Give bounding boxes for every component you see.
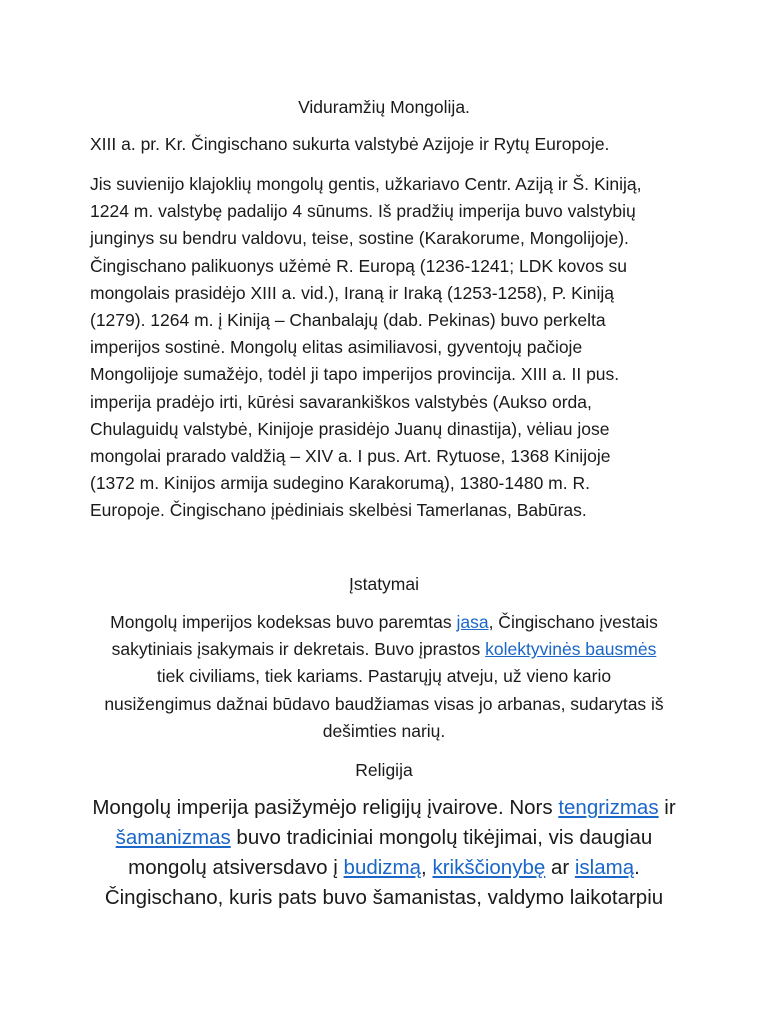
paragraph-line — [84, 609, 684, 636]
paragraph-line: Chulaguidų valstybė, Kinijoje prasidėjo Juanų dinastija), vėliau jose — [90, 418, 610, 439]
history-paragraph — [90, 171, 680, 525]
laws-paragraph — [84, 609, 684, 745]
link-kolektyvines-bausmes[interactable]: kolektyvinės bausmės — [485, 639, 657, 660]
link-islama[interactable]: islamą — [574, 856, 635, 879]
document-title: Viduramžių Mongolija. — [298, 97, 470, 117]
paragraph-line — [84, 853, 684, 883]
text-segment: mongolų atsiversdavo į — [128, 856, 344, 879]
paragraph-line: tiek civiliams, tiek kariams. Pastarųjų atveju, už vieno kario — [156, 666, 612, 687]
text-segment: , — [421, 856, 433, 879]
religion-heading: Religija — [355, 760, 413, 780]
paragraph-line: Mongolijoje sumažėjo, todėl ji tapo imperijos provincija. XIII a. II pus. — [90, 364, 620, 385]
paragraph-line: imperijos sostinė. Mongolų elitas asimiliavosi, gyventojų pačioje — [90, 337, 583, 358]
text-segment: ir — [658, 796, 676, 819]
paragraph-line: nusižengimus dažnai būdavo baudžiamas visas jo arbanas, sudarytas iš — [104, 693, 664, 714]
text-segment: . — [634, 856, 640, 879]
paragraph-line: Europoje. Čingischano įpėdiniais skelbėsi Tamerlanas, Babūras. — [90, 500, 587, 521]
paragraph-line: imperija pradėjo irti, kūrėsi savarankiškos valstybės (Aukso orda, — [90, 391, 592, 412]
text-segment: Mongolų imperijos kodeksas buvo paremtas — [110, 612, 457, 632]
paragraph-line: mongolai prarado valdžią – XIV a. I pus. Art. Rytuose, 1368 Kinijoje — [90, 446, 611, 467]
paragraph-line — [84, 636, 684, 663]
paragraph-line: Čingischano palikuonys užėmė R. Europą (1236-1241; LDK kovos su — [90, 255, 627, 276]
paragraph-line: Čingischano, kuris pats buvo šamanistas, valdymo laikotarpiu — [104, 886, 664, 909]
link-tengrizmas[interactable]: tengrizmas — [558, 796, 659, 819]
paragraph-line: (1372 m. Kinijos armija sudegino Karakorumą), 1380-1480 m. R. — [90, 473, 590, 494]
paragraph-line: 1224 m. valstybę padalijo 4 sūnums. Iš pradžių imperija buvo valstybių — [90, 201, 636, 222]
intro-paragraph: XIII a. pr. Kr. Čingischano sukurta valstybė Azijoje ir Rytų Europoje. — [90, 134, 610, 154]
religion-paragraph — [84, 793, 684, 913]
link-samanizmas[interactable]: šamanizmas — [115, 826, 231, 849]
link-jasa[interactable]: jasa — [456, 612, 489, 632]
paragraph-line: junginys su bendru valdovu, teise, sostine (Karakorume, Mongolijoje). — [90, 228, 629, 249]
text-segment: ar — [545, 856, 575, 879]
text-segment: , Čingischano įvestais — [488, 612, 658, 632]
text-segment: Mongolų imperija pasižymėjo religijų įvairove. Nors — [92, 796, 559, 819]
paragraph-line: mongolais prasidėjo XIII a. vid.), Iraną ir Iraką (1253-1258), P. Kiniją — [90, 282, 614, 303]
paragraph-line: (1279). 1264 m. į Kiniją – Chanbalajų (dab. Pekinas) buvo perkelta — [90, 310, 606, 331]
paragraph-line — [84, 823, 684, 853]
text-segment: buvo tradiciniai mongolų tikėjimai, vis daugiau — [230, 826, 653, 849]
link-budizma[interactable]: budizmą — [343, 856, 422, 879]
paragraph-line: dešimties narių. — [322, 720, 446, 741]
link-krikscionybe[interactable]: krikščionybę — [432, 856, 546, 879]
paragraph-line: Jis suvienijo klajoklių mongolų gentis, užkariavo Centr. Aziją ir Š. Kiniją, — [90, 174, 642, 194]
text-segment: sakytiniais įsakymais ir dekretais. Buvo įprastos — [111, 639, 486, 660]
paragraph-line — [84, 793, 684, 823]
laws-heading: Įstatymai — [348, 574, 420, 594]
